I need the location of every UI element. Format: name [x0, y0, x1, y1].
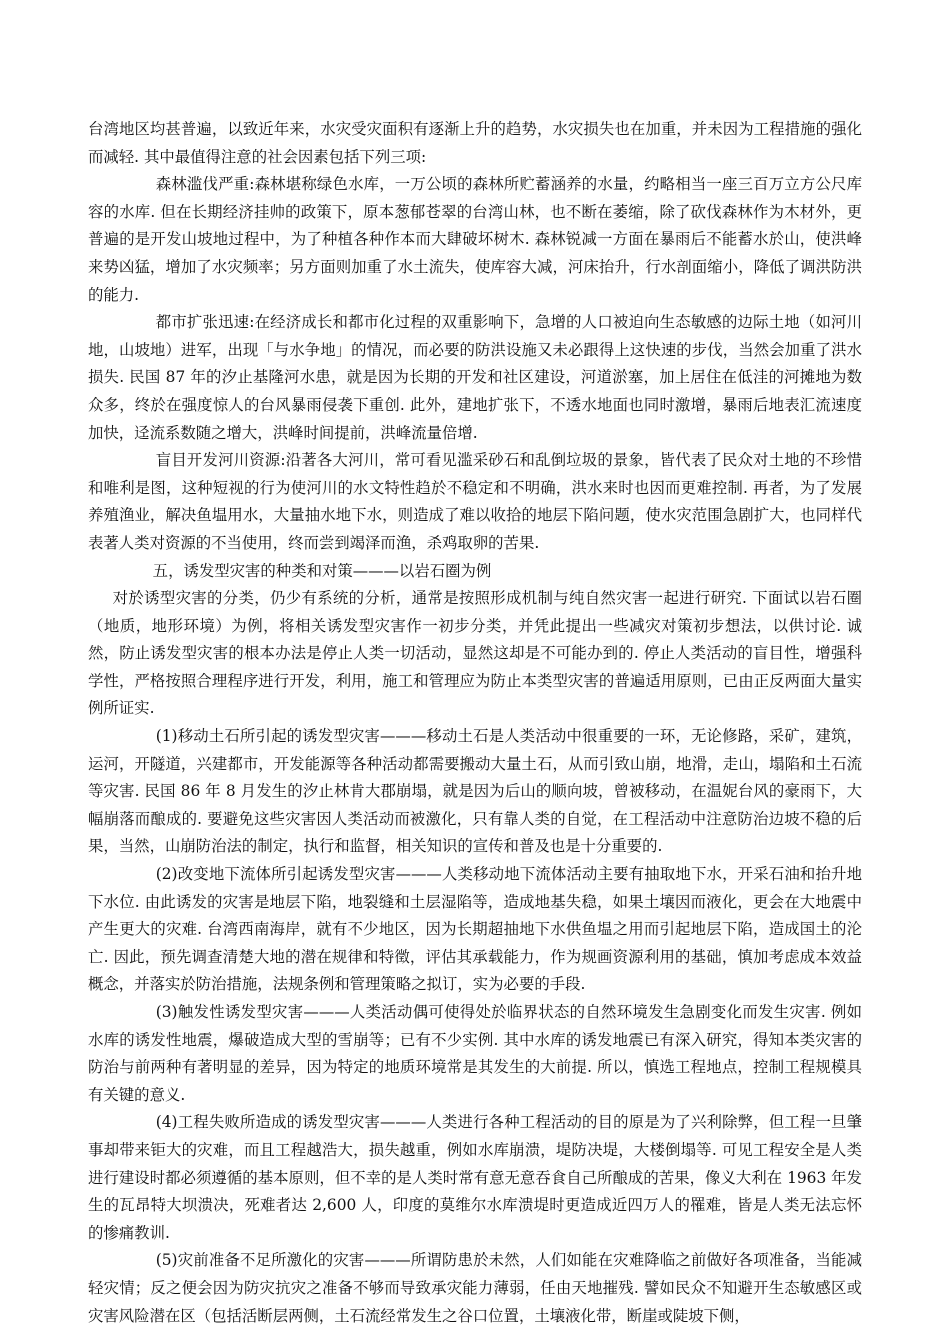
paragraph-river-development: 盲目开发河川资源:沿著各大河川，常可看见滥采砂石和乱倒垃圾的景象，皆代表了民众对土地的不珍惜和唯利是图，这种短视的行为使河川的水文特性趋於不稳定和不明确，洪水来时也因而更难控制. 再者，为了发展养殖渔业，解决鱼塭用水，大量抽水地下水，则造成了难以收拾的地层下陷问题，使水灾范围急剧扩大，也同样代表著人类对资源的不当使用，终而尝到竭泽而渔，杀鸡取卵的苦果. — [88, 451, 862, 552]
paragraph-item-4-engineering-failure: (4)工程失败所造成的诱发型灾害———人类进行各种工程活动的目的原是为了兴利除弊，但工程一旦肇事却带来钜大的灾难，而且工程越浩大，损失越重，例如水库崩溃，堤防决堤，大楼倒塌等. 可见工程安全是人类进行建设时都必须遵循的基本原则，但不幸的是人类时常有意无意吞食自己所酿成的苦果，像义大利在 1963 年发生的瓦昂特大坝溃决，死难者达 2,600 人，印度的莫维尔水库溃堤时更造成近四万人的罹难，皆是人类无法忘怀的惨痛教训. — [88, 1113, 862, 1242]
paragraph-classification: 对於诱型灾害的分类，仍少有系统的分析，通常是按照形成机制与纯自然灾害一起进行研究. 下面试以岩石圈（地质，地形环境）为例，将相关诱发型灾害作一初步分类，并凭此提出一些减灾对策初步想法，以供讨论. 诚然，防止诱发型灾害的根本办法是停止人类一切活动，显然这却是不可能办到的. 停止人类活动的盲目性，增强科学性，严格按照合理程序进行开发，利用，施工和管理应为防止本类型灾害的普遍适用原则，已由正反两面大量实例所证实. — [88, 589, 862, 718]
paragraph-deforestation: 森林滥伐严重:森林堪称绿色水库，一万公顷的森林所贮蓄涵养的水量，约略相当一座三百万立方公尺库容的水库. 但在长期经济挂帅的政策下，原本葱郁苍翠的台湾山林，也不断在萎缩，除了砍伐森林作为木材外，更普遍的是开发山坡地过程中，为了种植各种作本而大肆破坏树木. 森林锐减一方面在暴雨后不能蓄水於山，使洪峰来势凶猛，增加了水灾频率；另方面则加重了水土流失，使库容大减，河床抬升，行水剖面缩小，降低了调洪防洪的能力. — [88, 175, 862, 304]
paragraph-item-3-triggered: (3)触发性诱发型灾害———人类活动偶可使得处於临界状态的自然环境发生急剧变化而发生灾害. 例如水库的诱发性地震，爆破造成大型的雪崩等；已有不少实例. 其中水库的诱发地震已有深入研究，得知本类灾害的防治与前两种有著明显的差异，因为特定的地质环境常是其发生的大前提. 所以，慎选工程地点，控制工程规模具有关键的意义. — [88, 1003, 862, 1104]
section-heading-five: 五，诱发型灾害的种类和对策———以岩石圈为例 — [152, 561, 492, 580]
paragraph-item-5-preparation: (5)灾前准备不足所激化的灾害———所谓防患於未然，人们如能在灾难降临之前做好各项准备，当能减轻灾情；反之便会因为防灾抗灾之准备不够而导致承灾能力薄弱，任由天地摧残. 譬如民众不知避开生态敏感区或灾害风险潜在区（包括活断层两侧，土石流经常发生之谷口位置，土壤液化带，断崖或陡坡下侧， — [88, 1251, 862, 1325]
paragraph-intro-flood: 台湾地区均甚普遍，以致近年来，水灾受灾面积有逐渐上升的趋势，水灾损失也在加重，并未因为工程措施的强化而减轻. 其中最值得注意的社会因素包括下列三项: — [88, 120, 862, 166]
document-page — [88, 116, 862, 1330]
paragraph-item-1-earth-moving: (1)移动土石所引起的诱发型灾害———移动土石是人类活动中很重要的一环，无论修路，采矿，建筑，运河，开隧道，兴建都市，开发能源等各种活动都需要搬动大量土石，从而引致山崩，地滑，走山，塌陷和土石流等灾害. 民国 86 年 8 月发生的汐止林肯大郡崩塌，就是因为后山的顺向坡，曾被移动，在温妮台风的豪雨下，大幅崩落而酿成的. 要避免这些灾害因人类活动而被激化，只有靠人类的自觉，在工程活动中注意防治边坡不稳的后果，当然，山崩防治法的制定，执行和监督，相关知识的宣传和普及也是十分重要的. — [88, 727, 862, 856]
paragraph-urban-expansion: 都市扩张迅速:在经济成长和都市化过程的双重影响下，急增的人口被迫向生态敏感的边际土地（如河川地，山坡地）进军，出现「与水争地」的情况，而必要的防洪设施又未必跟得上这快速的步伐，当然会加重了洪水损失. 民国 87 年的汐止基隆河水患，就是因为长期的开发和社区建设，河道淤塞，加上居住在低洼的河摊地为数众多，终於在强度惊人的台风暴雨侵袭下重创. 此外，建地扩张下，不透水地面也同时激增，暴雨后地表汇流速度加快，迳流系数随之增大，洪峰时间提前，洪峰流量倍增. — [88, 313, 862, 442]
paragraph-item-2-groundwater: (2)改变地下流体所引起诱发型灾害———人类移动地下流体活动主要有抽取地下水，开采石油和抬升地下水位. 由此诱发的灾害是地层下陷，地裂缝和土层湿陷等，造成地基失稳，如果土壤因而液化，更会在大地震中产生更大的灾难. 台湾西南海岸，就有不少地区，因为长期超抽地下水供鱼塭之用而引起地层下陷，造成国土的沦亡. 因此，预先调查清楚大地的潜在规律和特徵，评估其承载能力，作为规画资源利用的基础，慎加考虑成本效益概念，并落实於防治措施，法规条例和管理策略之拟订，实为必要的手段. — [88, 865, 862, 994]
